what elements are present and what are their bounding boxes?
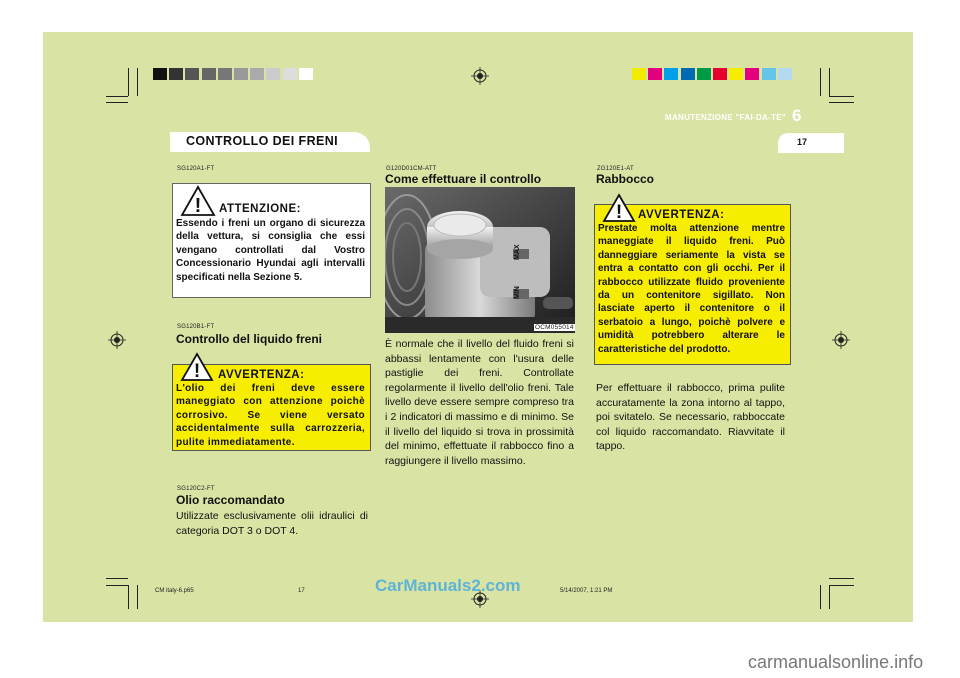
footer-page: 17 [298, 588, 305, 594]
warning-triangle-icon [180, 352, 214, 382]
site-url[interactable]: carmanualsonline.info [748, 652, 924, 672]
oil-heading: Olio raccomandato [176, 493, 285, 507]
watermark-logo[interactable]: CarManuals2.com [375, 576, 521, 595]
color-swatch [153, 68, 167, 80]
refill-warning-title: AVVERTENZA: [638, 209, 725, 221]
color-swatch [681, 68, 695, 80]
color-swatch [185, 68, 199, 80]
color-swatch [664, 68, 678, 80]
oil-text: Utilizzate esclusivamente olii idraulici di categoria DOT 3 o DOT 4. [176, 510, 368, 537]
warning-triangle-icon [602, 193, 636, 223]
color-swatch [169, 68, 183, 80]
color-swatch [632, 68, 646, 80]
color-swatch [202, 68, 216, 80]
registration-mark-icon [832, 331, 850, 349]
section-title: CONTROLLO DEI FRENI [186, 134, 339, 148]
attention-code: SG120A1-FT [177, 166, 215, 172]
color-swatch [778, 68, 792, 80]
refill-heading: Rabbocco [596, 172, 655, 186]
color-swatch [250, 68, 264, 80]
chapter-label: MANUTENZIONE "FAI-DA-TE" [664, 113, 786, 122]
svg-text:!: ! [193, 361, 201, 382]
attention-title: ATTENZIONE: [219, 203, 301, 215]
color-swatch [762, 68, 776, 80]
color-swatch [729, 68, 743, 80]
fluid-heading: Controllo del liquido freni [176, 332, 322, 346]
brake-fluid-reservoir-image [385, 187, 575, 333]
attention-text: Essendo i freni un organo di sicurezza della vettura, si consiglia che essi vengano controllati dal Vostro Concessionario Hyundai agli intervalli specificati nella Sezione 5. [176, 218, 365, 283]
image-caption: OCM055014 [535, 324, 574, 331]
warning-triangle-icon [180, 185, 216, 217]
color-swatch [648, 68, 662, 80]
color-swatch [218, 68, 232, 80]
color-swatch [713, 68, 727, 80]
page-number-tab [778, 133, 844, 153]
refill-text: Per effettuare il rabbocco, prima pulite accuratamente la zona intorno al tappo, poi svitatelo. Se necessario, rabboccate col liquido raccomandato. Riavvitate il tappo. [596, 382, 785, 453]
refill-warning-text: Prestate molta attenzione mentre maneggiate il liquido freni. Può danneggiare seriamente la vista se entra a contatto con gli occhi. Per il rabbocco utilizzate fluido proveniente da un contenitore sigillato. Non lasciate aperto il contenitore o il serbatoio a lungo, poichè polvere e umidità potrebbero alterare le caratteristiche del prodotto. [598, 223, 785, 355]
refill-code: ZG120E1-AT [597, 166, 634, 172]
fluid-warning-title: AVVERTENZA: [218, 369, 305, 381]
check-code: G120D01CM-ATT [386, 166, 437, 172]
registration-mark-icon [471, 67, 489, 85]
check-text: È normale che il livello del fluido freni si abbassi lentamente con l'usura delle pastiglie dei freni. Controllate regolarmente il livello dell'olio freni. Tale livello deve essere sempre compreso tra i 2 indicatori di massimo e di minimo. Se il livello del liquido si trova in prossimità del minimo, effettuate il rabbocco fino a raggiungere il livello massimo. [385, 338, 574, 467]
section-header [170, 132, 370, 152]
check-heading: Come effettuare il controllo [385, 172, 542, 186]
footer-file-name: CM italy-6.p65 [155, 588, 194, 594]
fluid-warning-text: L'olio dei freni deve essere maneggiato con attenzione poichè corrosivo. Se viene versato accidentalmente sulla carrozzeria, pulite immediatamente. [176, 383, 365, 448]
color-swatch [299, 68, 313, 80]
svg-text:!: ! [615, 202, 623, 223]
registration-mark-icon [108, 331, 126, 349]
color-swatch [234, 68, 248, 80]
svg-text:!: ! [194, 195, 202, 217]
color-swatch [697, 68, 711, 80]
fluid-code: SG120B1-FT [177, 324, 215, 330]
chapter-number: 6 [792, 106, 802, 125]
footer-date: 5/14/2007, 1:21 PM [560, 588, 613, 594]
max-label: MAX [514, 244, 521, 260]
color-swatch [266, 68, 280, 80]
color-swatch [745, 68, 759, 80]
color-swatch [283, 68, 297, 80]
oil-code: SG120C2-FT [177, 486, 215, 492]
min-label: MIN [514, 286, 521, 299]
page-number: 17 [797, 137, 808, 147]
